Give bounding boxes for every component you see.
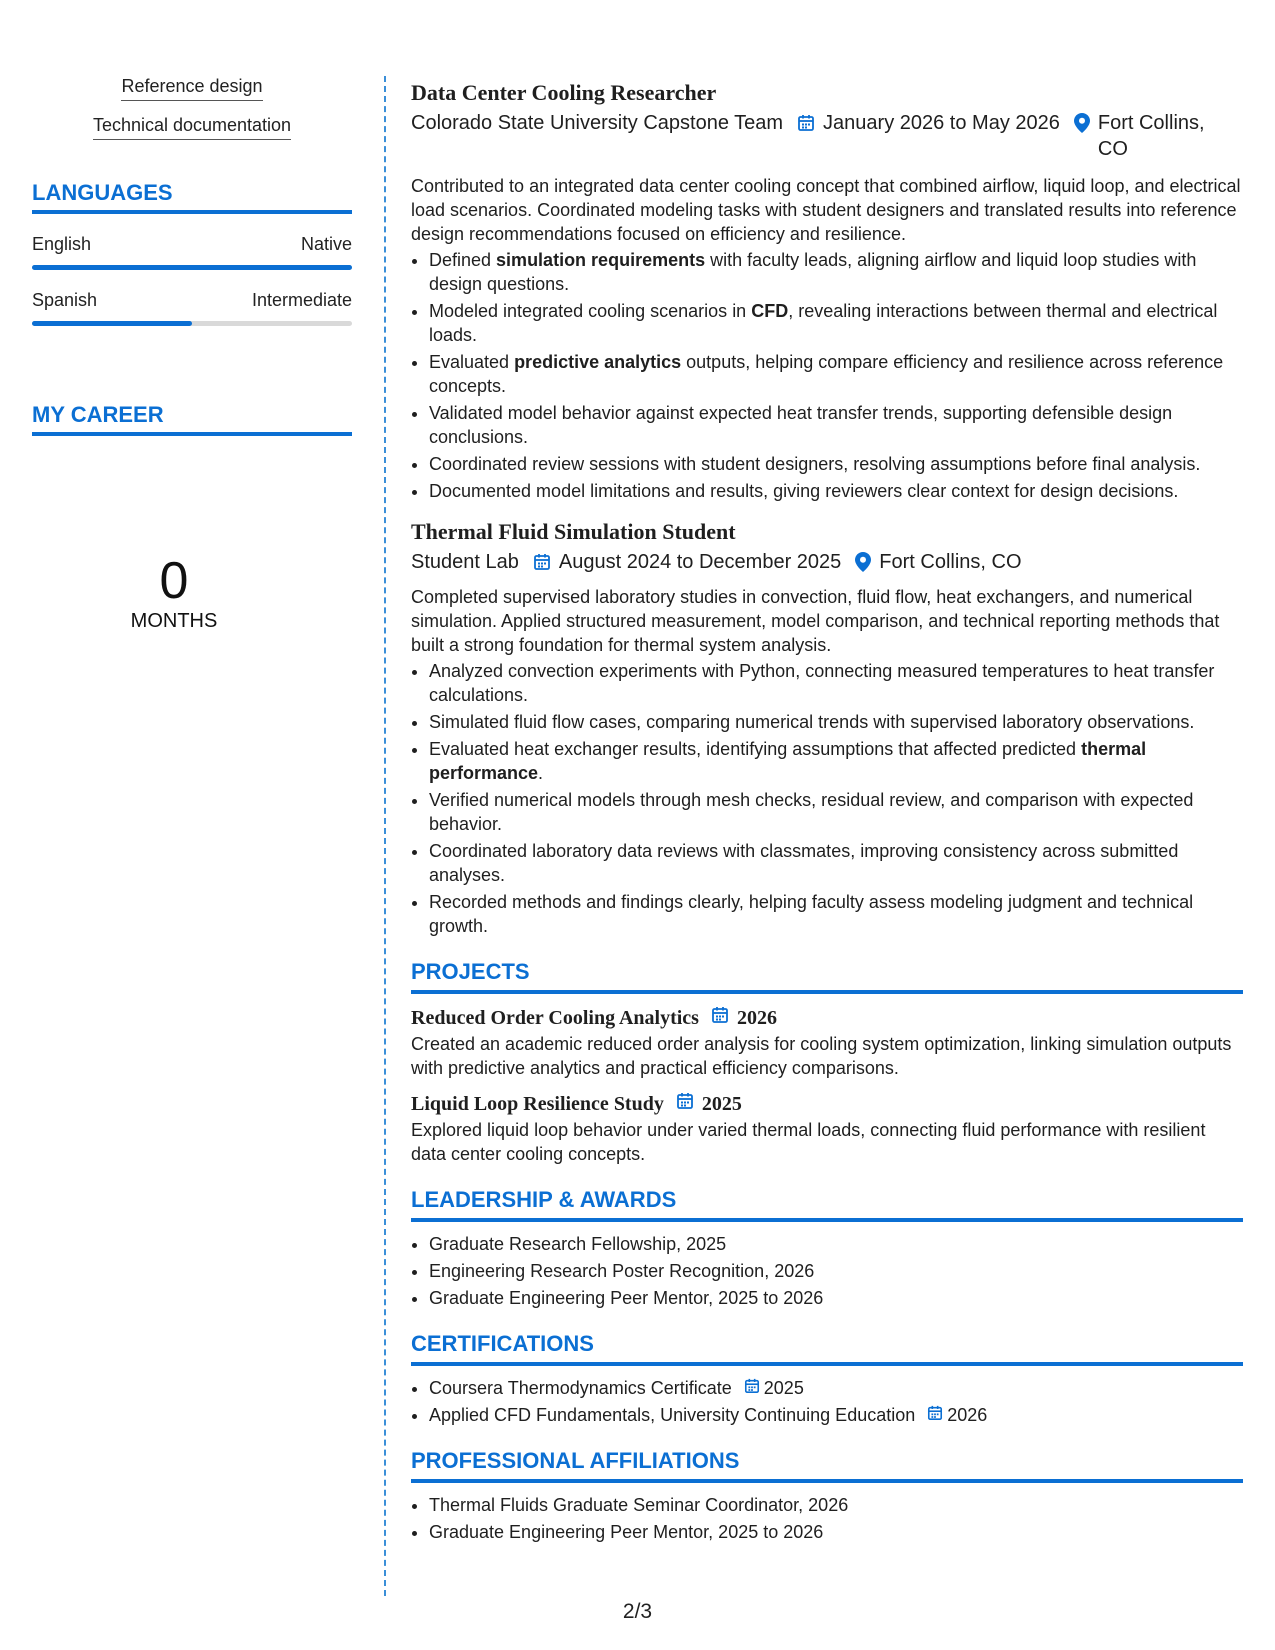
bullet-item (429, 659, 1243, 707)
bullet-text: Defined (429, 250, 497, 270)
skill-tag: Technical documentation (93, 115, 291, 140)
bullet-text: Coordinated laboratory data reviews with classmates, improving consistency across submitted analyses. (429, 841, 1179, 885)
project-name: Liquid Loop Resilience Study (411, 1093, 664, 1115)
bullet-item (429, 839, 1243, 887)
calendar-icon (744, 1376, 760, 1400)
certification-line (429, 1403, 987, 1427)
bullet-text: Modeled integrated cooling scenarios in (429, 301, 752, 321)
job-location (855, 549, 1021, 579)
column-divider (384, 76, 386, 1596)
bullet-keyword: CFD (751, 301, 789, 321)
bullet-text: Verified numerical models through mesh checks, residual review, and comparison with expected behavior. (429, 790, 1194, 834)
project-year: 2026 (736, 1007, 777, 1029)
job-dates-text: January 2026 to May 2026 (823, 112, 1060, 134)
bullet-text: outputs, helping compare efficiency and resilience across reference concepts. (429, 352, 1224, 396)
bullet-item (429, 248, 1243, 296)
job-location-line: Fort Collins, CO (879, 551, 1022, 573)
bullet-item (429, 350, 1243, 398)
job-dates (533, 549, 841, 578)
certification-year: 2026 (947, 1405, 988, 1425)
bullet-item (429, 299, 1243, 347)
job-location-text (879, 549, 1021, 575)
job-location-line: Fort Collins, (1097, 112, 1205, 134)
career-duration-unit: MONTHS (130, 610, 218, 632)
job-title: Data Center Cooling Researcher (411, 80, 717, 105)
language-item (32, 234, 352, 270)
calendar-icon (927, 1403, 943, 1427)
calendar-icon (711, 1004, 729, 1032)
career-duration-value: 0 (159, 552, 189, 610)
bullet-text: , revealing interactions between thermal and electrical loads. (429, 301, 1218, 345)
bullet-text: Coordinated review sessions with student designers, resolving assumptions before final analysis. (429, 454, 1201, 474)
certification-line (429, 1376, 804, 1400)
bullet-text: Evaluated heat exchanger results, identifying assumptions that affected predicted (429, 739, 1082, 759)
bullet-item (429, 710, 1243, 734)
language-level: Native (300, 234, 352, 254)
job-meta (411, 110, 1243, 162)
language-proficiency-bar (32, 321, 352, 326)
project-name: Reduced Order Cooling Analytics (411, 1007, 699, 1029)
bullet-keyword: predictive analytics (514, 352, 682, 372)
job-bullets (411, 248, 1243, 503)
projects-list (411, 1004, 1243, 1166)
bullet-keyword: thermal performance (429, 739, 1147, 783)
bullet-text: Analyzed convection experiments with Python, connecting measured temperatures to heat transfer calculations. (429, 661, 1215, 705)
bullet-item (429, 788, 1243, 836)
page-number: 2/3 (622, 1600, 653, 1623)
language-name: English (32, 234, 92, 254)
bullet-item (429, 452, 1243, 476)
projects-heading: PROJECTS (411, 958, 1243, 994)
project-description: Created an academic reduced order analysis for cooling system optimization, linking simulation outputs with predictive analytics and practical efficiency comparisons. (411, 1034, 1232, 1078)
leadership-item: • Graduate Engineering Peer Mentor, 2025 to 2026 (429, 1286, 1243, 1310)
project-entry (411, 1004, 1243, 1080)
experience-list (411, 78, 1243, 938)
job-dates-text: August 2024 to December 2025 (558, 551, 842, 573)
project-entry (411, 1090, 1243, 1166)
certifications-list (411, 1376, 1243, 1427)
bullet-keyword: simulation requirements (496, 250, 706, 270)
bullet-text: Recorded methods and findings clearly, helping faculty assess modeling judgment and technical growth. (429, 892, 1194, 936)
bullet-text: Evaluated (429, 352, 515, 372)
certification-item (429, 1376, 1243, 1400)
experience-entry (411, 517, 1243, 938)
job-meta (411, 549, 1243, 579)
language-proficiency-bar (32, 265, 352, 270)
certification-year: 2025 (763, 1378, 804, 1398)
language-proficiency-fill (32, 321, 192, 326)
map-pin-icon (855, 552, 871, 579)
bullet-text: Validated model behavior against expected heat transfer trends, supporting defensible design conclusions. (429, 403, 1173, 447)
certification-item (429, 1403, 1243, 1427)
bullet-text: Documented model limitations and results, giving reviewers clear context for design decisions. (429, 481, 1179, 501)
job-description: Completed supervised laboratory studies in convection, fluid flow, heat exchangers, and numerical simulation. Applied structured measurement, model comparison, and technical reporting methods that built a strong foundation for thermal system analysis. (411, 587, 1220, 655)
bullet-text: . (538, 763, 544, 783)
affiliations-heading: PROFESSIONAL AFFILIATIONS (411, 1447, 1243, 1483)
leadership-item: • Engineering Research Poster Recognition, 2026 (429, 1259, 1243, 1283)
affiliations-list (411, 1493, 1243, 1544)
leadership-heading: LEADERSHIP & AWARDS (411, 1186, 1243, 1222)
language-item (32, 290, 352, 326)
project-year: 2025 (701, 1093, 742, 1115)
language-proficiency-fill (32, 265, 352, 270)
experience-entry (411, 78, 1243, 503)
bullet-text: with faculty leads, aligning airflow and liquid loop studies with design questions. (429, 250, 1197, 294)
career-duration (32, 554, 316, 633)
languages-heading: LANGUAGES (32, 180, 352, 214)
bullet-text: Simulated fluid flow cases, comparing numerical trends with supervised laboratory observations. (429, 712, 1195, 732)
certifications-heading: CERTIFICATIONS (411, 1330, 1243, 1366)
map-pin-icon (1074, 113, 1090, 140)
career-heading: MY CAREER (32, 402, 352, 436)
skill-tag: Reference design (121, 76, 262, 101)
certification-name: • Coursera Thermodynamics Certificate (429, 1378, 732, 1398)
affiliation-item: • Graduate Engineering Peer Mentor, 2025 to 2026 (429, 1520, 1243, 1544)
bullet-item (429, 890, 1243, 938)
certification-name: • Applied CFD Fundamentals, University Continuing Education (429, 1405, 916, 1425)
calendar-icon (676, 1090, 694, 1118)
leadership-item: • Graduate Research Fellowship, 2025 (429, 1232, 1243, 1256)
job-dates (797, 110, 1060, 139)
language-level: Intermediate (251, 290, 352, 310)
calendar-icon (797, 113, 815, 139)
job-location-line: CO (1097, 138, 1128, 160)
affiliation-item: • Thermal Fluids Graduate Seminar Coordinator, 2026 (429, 1493, 1243, 1517)
job-title: Thermal Fluid Simulation Student (411, 519, 736, 544)
bullet-item (429, 479, 1243, 503)
bullet-item (429, 737, 1243, 785)
project-description: Explored liquid loop behavior under varied thermal loads, connecting fluid performance with resilient data center cooling concepts. (411, 1120, 1206, 1164)
calendar-icon (533, 552, 551, 578)
project-title (411, 1004, 1243, 1032)
language-name: Spanish (32, 290, 98, 310)
bullet-item (429, 401, 1243, 449)
job-description: Contributed to an integrated data center cooling concept that combined airflow, liquid loop, and electrical load scenarios. Coordinated modeling tasks with student designers and translated results into reference design recommendations focused on efficiency and resilience. (411, 176, 1241, 244)
job-location (1074, 110, 1205, 162)
employer-name: Colorado State University Capstone Team (411, 112, 784, 134)
project-title (411, 1090, 1243, 1118)
job-location-text (1098, 110, 1205, 162)
main-content (411, 78, 1243, 1547)
leadership-list (411, 1232, 1243, 1310)
job-bullets (411, 659, 1243, 938)
sidebar (32, 76, 352, 633)
employer-name: Student Lab (411, 551, 519, 573)
